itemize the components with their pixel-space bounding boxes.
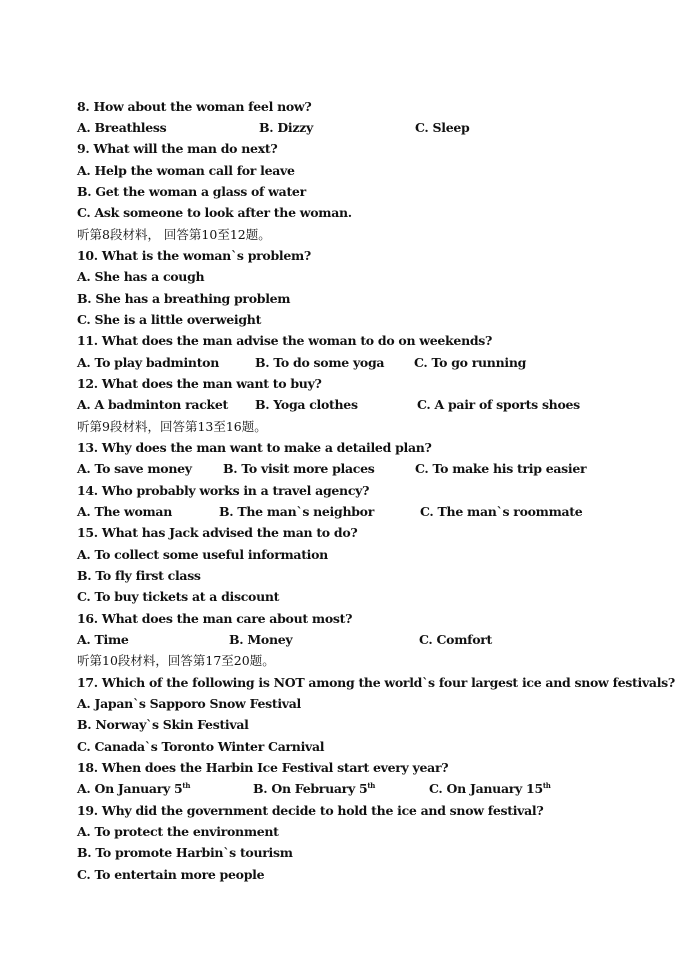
q11-option-b: B. To do some yoga (255, 355, 385, 370)
q18-stem: 18. When does the Harbin Ice Festival start every year? (77, 760, 449, 775)
q12-options (77, 395, 637, 415)
q8-stem: 8. How about the woman feel now? (77, 99, 312, 114)
q12-option-c: C. A pair of sports shoes (417, 397, 580, 412)
q8-option-b: B. Dizzy (259, 120, 313, 135)
q12-option-b: B. Yoga clothes (255, 397, 358, 412)
q16-option-c: C. Comfort (419, 632, 493, 647)
q8-options (77, 118, 637, 138)
q13-options (77, 459, 637, 479)
section-10-heading: 听第10段材料，回答第17至20题。 (77, 653, 275, 668)
q18-options (77, 779, 637, 799)
q14-option-a: A. The woman (77, 504, 173, 519)
q16-option-a: A. Time (77, 632, 129, 647)
q19-option-a: A. To protect the environment (77, 824, 279, 839)
q9-option-b: B. Get the woman a glass of water (77, 184, 306, 199)
q16-stem: 16. What does the man care about most? (77, 611, 353, 626)
q16-option-b: B. Money (229, 632, 293, 647)
q15-option-c: C. To buy tickets at a discount (77, 589, 280, 604)
q10-option-b: B. She has a breathing problem (77, 291, 291, 306)
q13-option-c: C. To make his trip easier (415, 461, 587, 476)
q11-option-a: A. To play badminton (77, 355, 220, 370)
q19-stem: 19. Why did the government decide to hold the ice and snow festival? (77, 803, 544, 818)
q15-stem: 15. What has Jack advised the man to do? (77, 525, 358, 540)
q13-stem: 13. Why does the man want to make a detailed plan? (77, 440, 432, 455)
q12-option-a: A. A badminton racket (77, 397, 229, 412)
q8-option-a: A. Breathless (77, 120, 167, 135)
q10-option-a: A. She has a cough (77, 269, 205, 284)
q9-option-c: C. Ask someone to look after the woman. (77, 205, 352, 220)
q11-option-c: C. To go running (414, 355, 527, 370)
q15-option-a: A. To collect some useful information (77, 547, 328, 562)
section-8-heading: 听第8段材料， 回答第10至12题。 (77, 227, 271, 242)
q9-option-a: A. Help the woman call for leave (77, 163, 295, 178)
q9-stem: 9. What will the man do next? (77, 141, 278, 156)
q15-option-b: B. To fly first class (77, 568, 201, 583)
q18-option-c: C. On January 15th (429, 781, 551, 796)
q17-stem: 17. Which of the following is NOT among the world`s four largest ice and snow festivals? (77, 675, 675, 690)
q19-option-c: C. To entertain more people (77, 867, 265, 882)
q17-option-b: B. Norway`s Skin Festival (77, 717, 249, 732)
q13-option-a: A. To save money (77, 461, 192, 476)
q14-options (77, 502, 637, 522)
q14-option-c: C. The man`s roommate (420, 504, 583, 519)
q17-option-a: A. Japan`s Sapporo Snow Festival (77, 696, 301, 711)
q10-option-c: C. She is a little overweight (77, 312, 262, 327)
q14-option-b: B. The man`s neighbor (219, 504, 374, 519)
q19-option-b: B. To promote Harbin`s tourism (77, 845, 293, 860)
q18-option-a: A. On January 5th (77, 781, 191, 796)
section-9-heading: 听第9段材料，回答第13至16题。 (77, 419, 267, 434)
q11-stem: 11. What does the man advise the woman to do on weekends? (77, 333, 493, 348)
q10-stem: 10. What is the woman`s problem? (77, 248, 311, 263)
q11-options (77, 353, 637, 373)
q17-option-c: C. Canada`s Toronto Winter Carnival (77, 739, 325, 754)
q12-stem: 12. What does the man want to buy? (77, 376, 322, 391)
q14-stem: 14. Who probably works in a travel agency? (77, 483, 370, 498)
q13-option-b: B. To visit more places (223, 461, 375, 476)
q16-options (77, 630, 637, 650)
q18-option-b: B. On February 5th (253, 781, 376, 796)
q8-option-c: C. Sleep (415, 120, 470, 135)
